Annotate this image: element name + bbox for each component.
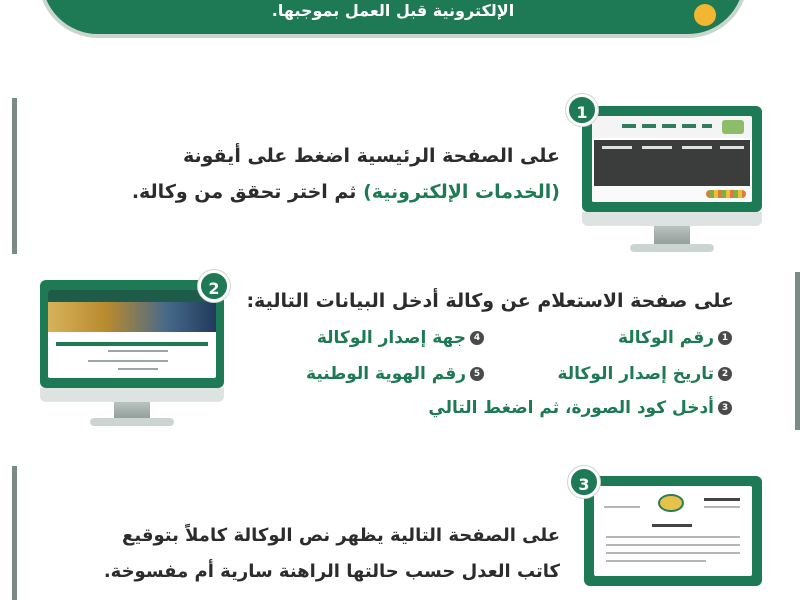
number-bullet-icon: 4 (470, 331, 484, 345)
list-item-label: جهة إصدار الوكالة (316, 328, 466, 348)
step2-monitor-icon (40, 280, 224, 426)
step1-monitor-icon (582, 106, 762, 254)
number-bullet-icon: 5 (470, 367, 484, 381)
step1-text-suffix: ثم اختر تحقق من وكالة. (131, 181, 364, 203)
list-item-issuer (317, 328, 484, 348)
list-item-label: رقم الوكالة (618, 328, 714, 348)
banner-text: الإلكترونية قبل العمل بموجبها. (271, 1, 515, 20)
step2-screenshot (48, 290, 216, 378)
list-item-captcha (428, 398, 732, 418)
step1-description (120, 138, 560, 210)
list-item-agency-number (618, 328, 732, 348)
number-bullet-icon: 1 (718, 331, 732, 345)
step2-title: على صفحة الاستعلام عن وكالة أدخل البيانات التالية: (246, 290, 734, 312)
list-item-label: تاريخ إصدار الوكالة (557, 364, 714, 384)
list-item-national-id (306, 364, 484, 384)
number-bullet-icon: 2 (718, 367, 732, 381)
step3-description: على الصفحة التالية يظهر نص الوكالة كاملاً بتوقيع كاتب العدل حسب حالتها الراهنة سارية أم مفسوخة. (103, 525, 560, 582)
step3-screenshot (594, 486, 752, 576)
number-bullet-icon: 3 (718, 401, 732, 415)
step3-number-badge: 3 (568, 466, 600, 498)
step3-monitor-icon (584, 476, 762, 600)
step1-number-badge: 1 (566, 94, 598, 126)
info-banner (38, 0, 748, 38)
step1-screenshot (592, 116, 752, 202)
info-dot-icon (694, 4, 716, 26)
list-item-label: رقم الهوية الوطنية (306, 364, 466, 384)
step2-number-badge: 2 (198, 270, 230, 302)
step3-accent-bar (12, 466, 17, 600)
e-services-highlight: (الخدمات الإلكترونية) (363, 181, 560, 203)
step1-text-prefix: على الصفحة الرئيسية اضغط على أيقونة (182, 145, 560, 167)
list-item-issue-date (557, 364, 732, 384)
step2-accent-bar (795, 272, 800, 430)
list-item-label: أدخل كود الصورة، ثم اضغط التالي (428, 398, 714, 418)
step1-accent-bar (12, 98, 17, 254)
